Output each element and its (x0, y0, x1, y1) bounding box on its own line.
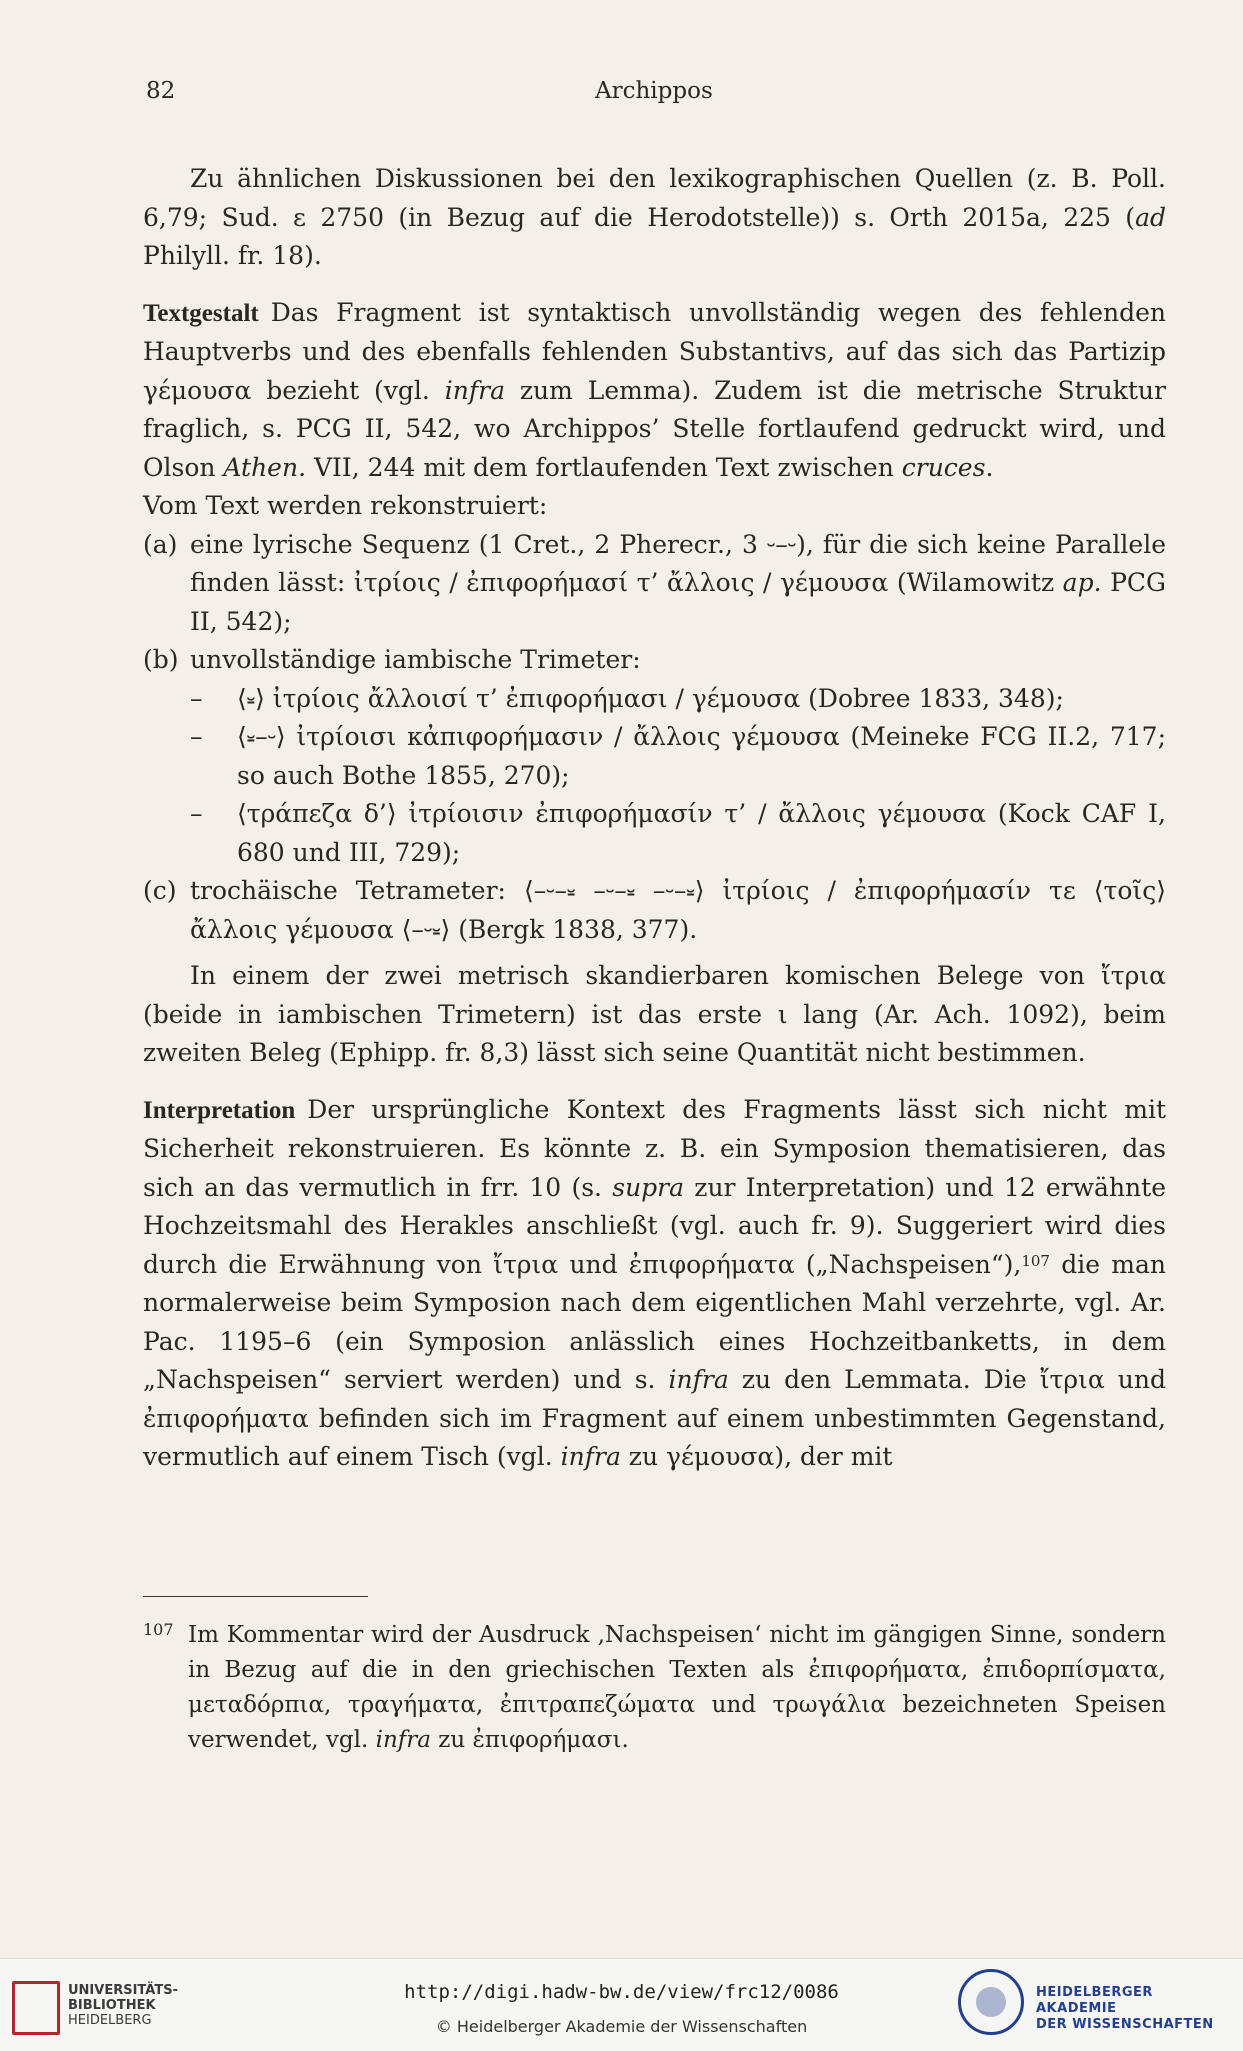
text-run: Im Kommentar wird der Ausdruck ‚Nachspeisen‘ nicht im gängigen Sinne, sondern in Bezug auf die in den griechischen Texten als ἐπιφορήματα, ἐπιδορπίσματα, μεταδόρπια, τραγήματα, ἐπιτραπεζώματα und τρωγάλια bezeichneten Speisen verwendet, vgl. (188, 1622, 1166, 1753)
italic-run: Athen. (223, 452, 307, 482)
text-run: unvollständige iambische Trimeter: (190, 645, 641, 674)
reconstruction-item-a (143, 526, 1166, 642)
text-run: . (985, 452, 994, 482)
copyright-notice: © Heidelberger Akademie der Wissenschaften (435, 2017, 808, 2036)
academy-line: HEIDELBERGER AKADEMIE (1036, 1985, 1153, 2016)
paragraph-itria: In einem der zwei metrisch skandierbaren komischen Belege von ἴτρια (beide in iambischen Trimetern) ist das erste ι lang (Ar. Ach. 1092), beim zweiten Beleg (Ephipp. fr. 8,3) lässt sich seine Quantität nicht bestimmen. (143, 961, 1166, 1067)
paragraph-interpretation (143, 1091, 1166, 1477)
text-run: eine lyrische Sequenz (1 Cret., 2 Pherecr., 3 ⏑–⏑), für die sich keine Parallele finden lässt: ἰτρίοις / ἐπιφορήμασί τ’ ἄλλοις / γέμουσα (Wilamowitz (190, 529, 1166, 597)
academy-line: DER WISSENSCHAFTEN (1036, 2017, 1214, 2032)
text-run: VII, 244 mit dem fortlaufenden Text zwischen (306, 452, 902, 482)
text-run: zur Interpretation) und 12 erwähnte Hochzeitsmahl des Herakles anschließt (vgl. auch fr. 9). Suggeriert wird dies durch die Erwähnung von ἴτρια und ἐπιφορήματα („Nachspeisen“), (143, 1172, 1166, 1279)
trimeter-variant-3 (143, 795, 1166, 872)
italic-run: cruces (901, 452, 986, 482)
reconstruction-intro: Vom Text werden rekonstruiert: (143, 491, 548, 520)
italic-run: infra (668, 1365, 729, 1394)
paragraph-textgestalt (143, 294, 1166, 488)
running-head-title: Archippos (595, 78, 713, 104)
text-run: zu den Lemmata. Die ἴτρια und ἐπιφορήματα befinden sich im Fragment auf einem unbestimmten Gegenstand, vermutlich auf einem Tisch (vgl. (143, 1365, 1166, 1471)
academy-seal-icon (958, 1969, 1024, 2035)
main-text (143, 160, 1166, 1477)
footnote-107 (143, 1618, 1166, 1758)
text-run: ⟨τράπεζα δ’⟩ ἰτρίοισιν ἐπιφορήμασίν τ’ / ἄλλοις γέμουσα (Kock CAF I, 680 und III, 729); (237, 799, 1166, 867)
list-marker: (c) (143, 876, 177, 905)
italic-run: ad (1135, 202, 1166, 232)
section-heading-textgestalt: Textgestalt (143, 299, 259, 327)
reconstruction-item-c (143, 872, 1166, 949)
footnote-text (143, 1618, 1166, 1758)
trimeter-variant-1 (143, 680, 1166, 719)
text-run: ⟨⏓⟩ ἰτρίοις ἄλλοισί τ’ ἐπιφορήμασι / γέμουσα (Dobree 1833, 348); (237, 683, 1064, 713)
text-run: Zu ähnlichen Diskussionen bei den lexikographischen Quellen (z. B. Poll. 6,79; Sud. ε 2750 (in Bezug auf die Herodotstelle)) s. Orth 2015a, 225 ( (143, 164, 1166, 232)
page-number: 82 (146, 78, 176, 104)
reconstruction-item-b (143, 641, 1166, 680)
library-line: UNIVERSITÄTS- (68, 1983, 178, 1998)
trimeter-variant-2 (143, 718, 1166, 795)
text-run: Das Fragment ist syntaktisch unvollständig wegen des fehlenden Hauptverbs und des ebenfalls fehlenden Substantivs, auf das sich das Partizip γέμουσα bezieht (vgl. (143, 297, 1166, 405)
viewer-footer (0, 1958, 1243, 2051)
text-run: trochäische Tetrameter: ⟨–⏑–⏓ –⏑–⏓ –⏑–⏓⟩ ἰτρίοις / ἐπιφορήμασίν τε ⟨τοῖς⟩ ἄλλοις γέμουσα ⟨–⏑⏓⟩ (Bergk 1838, 377). (190, 876, 1166, 944)
academy-logo[interactable] (958, 1969, 1238, 2041)
text-run: zum Lemma). Zudem ist die metrische Struktur fraglich, s. PCG II, 542, wo Archippos’ Stelle fortlaufend gedruckt wird, und Olson (143, 375, 1166, 482)
list-dash: – (190, 683, 203, 713)
italic-run: infra (560, 1442, 621, 1471)
library-line: HEIDELBERG (68, 2013, 152, 2028)
running-header (143, 78, 1163, 118)
footnote-number: 107 (143, 1620, 174, 1639)
italic-run: ap. (1062, 568, 1102, 597)
list-marker: (b) (143, 645, 179, 674)
list-marker: (a) (143, 529, 178, 559)
footnote-divider (143, 1596, 368, 1597)
permalink-url[interactable]: http://digi.hadw-bw.de/view/frc12/0086 (404, 1981, 839, 2003)
italic-run: infra (444, 375, 505, 405)
list-dash: – (190, 722, 203, 751)
text-run: zu γέμουσα), der mit (620, 1442, 893, 1471)
italic-run: infra (375, 1727, 431, 1753)
footnote-reference[interactable]: 107 (1021, 1251, 1050, 1270)
paragraph-lexicographic (143, 160, 1166, 276)
text-run: die man normalerweise beim Symposion nach dem eigentlichen Mahl verzehrte, vgl. Ar. Pac. 1195–6 (ein Symposion anlässlich eines Hochzeitbanketts, in dem „Nachspeisen“ serviert werden) und s. (143, 1249, 1166, 1394)
section-heading-interpretation: Interpretation (143, 1096, 296, 1124)
text-run: zu ἐπιφορήμασι. (431, 1727, 629, 1753)
text-run: ⟨⏓–⏑⟩ ἰτρίοισι κἀπιφορήμασιν / ἄλλοις γέμουσα (Meineke FCG II.2, 717; so auch Bothe 1855, 270); (237, 722, 1166, 790)
text-run: PCG II, 542); (190, 568, 1166, 636)
library-line: BIBLIOTHEK (68, 1998, 156, 2013)
text-run: Philyll. fr. 18). (143, 241, 322, 270)
academy-name (1036, 1985, 1238, 2033)
text-run: Der ursprüngliche Kontext des Fragments lässt sich nicht mit Sicherheit rekonstruieren. Es könnte z. B. ein Symposion thematisieren, das sich an das vermutlich in frr. 10 (s. (143, 1094, 1166, 1202)
list-dash: – (190, 799, 203, 828)
italic-run: supra (612, 1172, 685, 1202)
